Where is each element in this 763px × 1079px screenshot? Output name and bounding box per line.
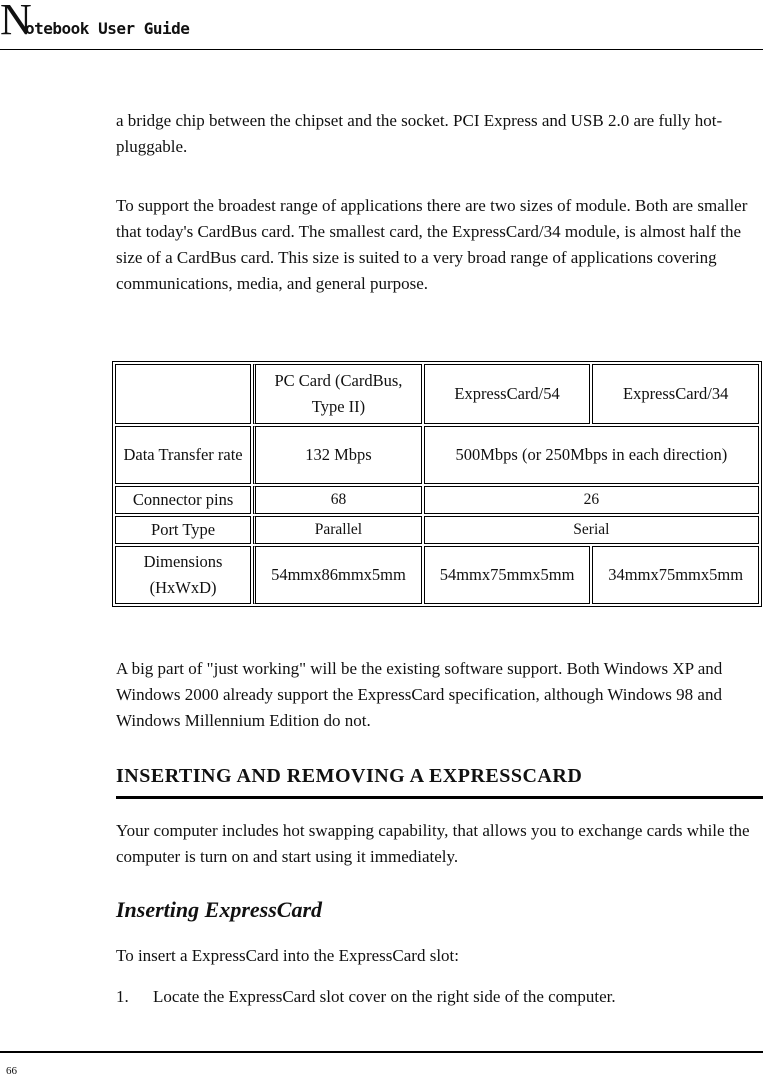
table-header-empty	[115, 364, 251, 424]
cell-transfer-pc: 132 Mbps	[253, 426, 422, 484]
paragraph-bridge-chip: a bridge chip between the chipset and the socket. PCI Express and USB 2.0 are fully hot-pluggable.	[116, 111, 723, 156]
comparison-table	[112, 361, 762, 607]
cell-dims-pc: 54mmx86mmx5mm	[253, 546, 422, 604]
table-header-row	[115, 364, 759, 424]
row-label-dims: Dimensions (HxWxD)	[115, 546, 251, 604]
header-title: otebook User Guide	[25, 19, 190, 38]
step-text: Locate the ExpressCard slot cover on the right side of the computer.	[153, 987, 616, 1006]
table-row	[115, 486, 759, 514]
page-number: 66	[6, 1065, 17, 1077]
row-label-connector: Connector pins	[115, 486, 251, 514]
subsection-title: Inserting ExpressCard	[116, 897, 323, 922]
page-header	[0, 0, 763, 50]
section-title	[116, 765, 582, 788]
paragraph-insert-intro: To insert a ExpressCard into the ExpressCard slot:	[116, 946, 459, 965]
paragraph-software-support: A big part of "just working" will be the existing software support. Both Windows XP and Windows 2000 already support the ExpressCard specification, although Windows 98 and Windows Millennium Edition do not.	[116, 659, 723, 730]
table-header-expresscard-34: ExpressCard/34	[592, 364, 759, 424]
step-number: 1.	[116, 987, 129, 1006]
section-title-text: INSERTING AND REMOVING A EXPRESSCARD	[116, 765, 583, 787]
list-item	[116, 984, 616, 1010]
section-rule	[116, 796, 763, 799]
cell-port-pc: Parallel	[253, 516, 422, 544]
footer-rule	[0, 1051, 763, 1053]
header-rule	[0, 49, 763, 50]
table-row	[115, 426, 759, 484]
paragraph-module-sizes: To support the broadest range of applications there are two sizes of module. Both are smaller that today's CardBus card. The smallest card, the ExpressCard/34 module, is almost half the size of a CardBus card. This size is suited to a very broad range of applications covering communications, media, and general purpose.	[116, 196, 748, 293]
cell-dims-ec54: 54mmx75mmx5mm	[424, 546, 591, 604]
paragraph-hot-swapping: Your computer includes hot swapping capability, that allows you to exchange cards while the computer is turn on and start using it immediately.	[116, 821, 750, 866]
cell-transfer-express: 500Mbps (or 250Mbps in each direction)	[424, 426, 759, 484]
row-label-port: Port Type	[115, 516, 251, 544]
table-row	[115, 516, 759, 544]
cell-port-express: Serial	[424, 516, 759, 544]
row-label-transfer: Data Transfer rate	[115, 426, 251, 484]
cell-connector-express: 26	[424, 486, 759, 514]
cell-dims-ec34: 34mmx75mmx5mm	[592, 546, 759, 604]
table-row	[115, 546, 759, 604]
cell-connector-pc: 68	[253, 486, 422, 514]
table-header-pc-card: PC Card (CardBus, Type II)	[253, 364, 422, 424]
table-header-expresscard-54: ExpressCard/54	[424, 364, 591, 424]
header-initial: N	[0, 0, 32, 44]
